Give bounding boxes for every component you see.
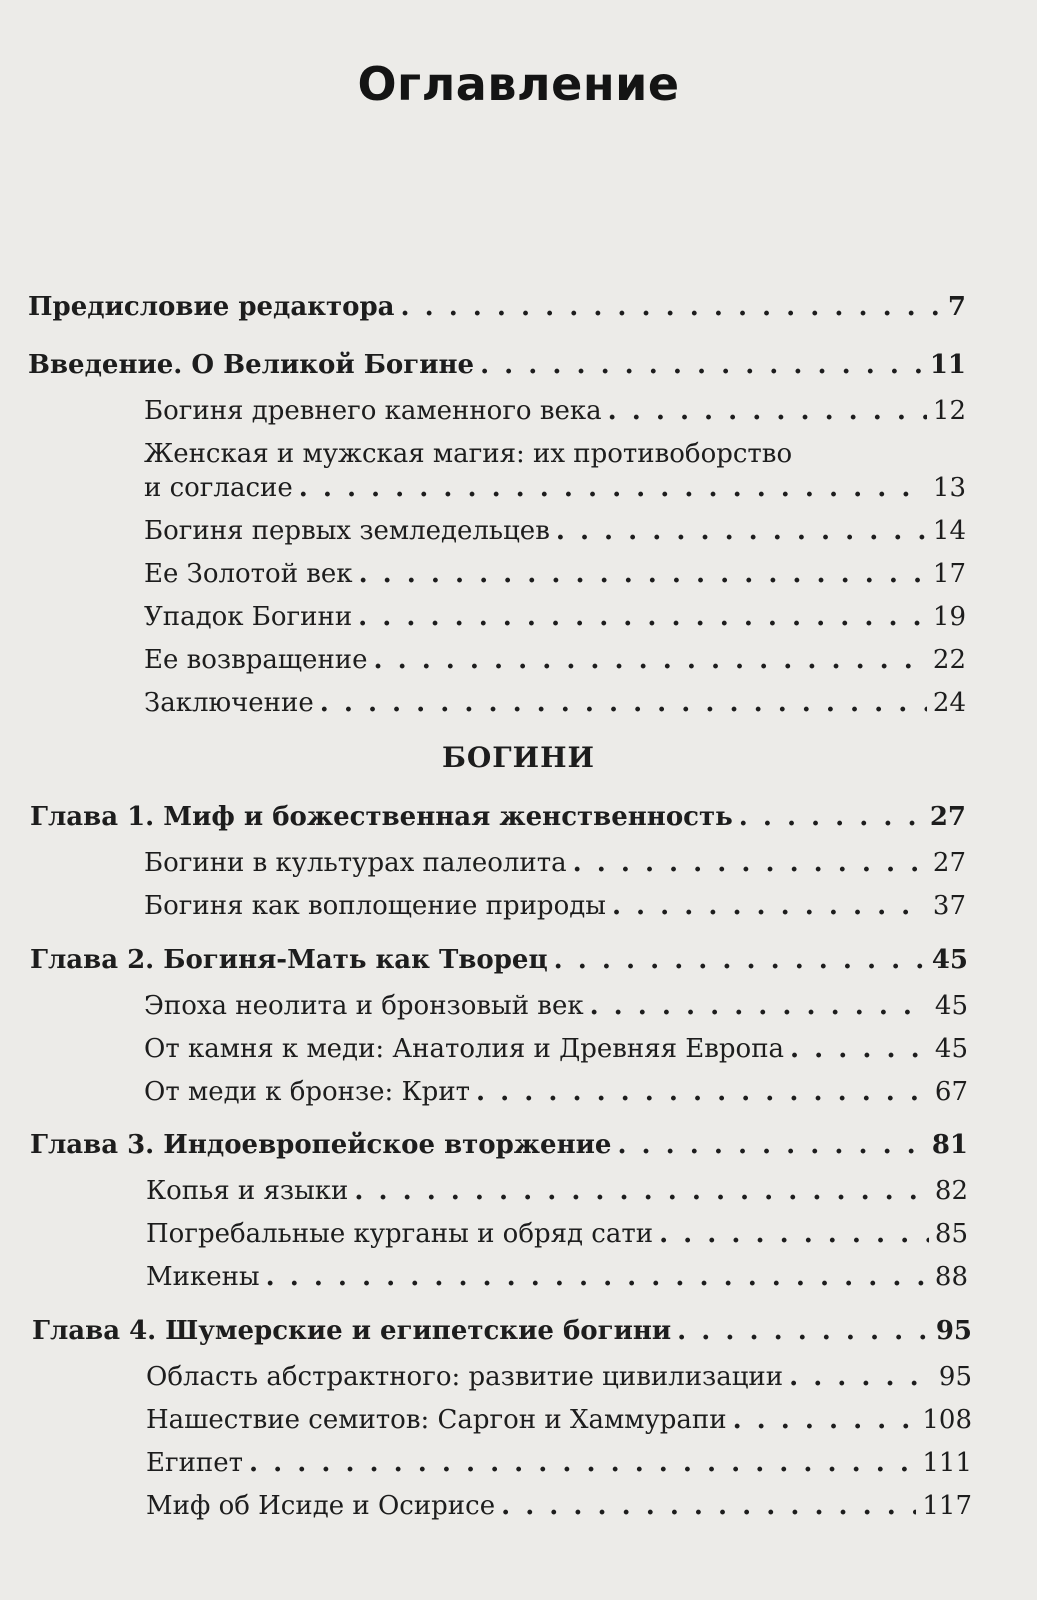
toc-page-number: 37 — [932, 891, 966, 921]
toc-entry-ch3[interactable] — [30, 1128, 968, 1162]
toc-page-number: 108 — [922, 1405, 972, 1435]
toc-page-number: 67 — [934, 1077, 968, 1107]
toc-page-number: 88 — [934, 1262, 968, 1292]
dot-leader — [374, 643, 927, 677]
dot-leader — [573, 846, 927, 880]
toc-entry-intro[interactable] — [28, 348, 966, 382]
toc-page-number: 45 — [931, 945, 968, 975]
toc-entry-intro-s2-first-line[interactable]: Женская и мужская магия: их противоборство — [144, 439, 793, 469]
toc-entry-ch4-s3[interactable] — [146, 1446, 972, 1480]
dot-leader — [358, 600, 927, 634]
dot-leader — [590, 989, 929, 1023]
dot-leader — [266, 1260, 929, 1294]
dot-leader — [401, 290, 942, 324]
toc-entry-intro-s5[interactable] — [144, 600, 966, 634]
toc-entry-label: Глава 1. Миф и божественная женственность — [30, 802, 733, 832]
toc-page-number: 85 — [934, 1219, 968, 1249]
toc-entry-ch1-s2[interactable] — [144, 889, 966, 923]
toc-entry-label: Богини в культурах палеолита — [144, 848, 567, 878]
toc-entry-label: Погребальные курганы и обряд сати — [146, 1219, 654, 1249]
toc-entry-label: Эпоха неолита и бронзовый век — [144, 991, 584, 1021]
toc-entry-label: От меди к бронзе: Крит — [144, 1077, 471, 1107]
toc-entry-intro-s4[interactable] — [144, 557, 966, 591]
dot-leader — [733, 1403, 917, 1437]
dot-leader — [739, 800, 924, 834]
toc-entry-ch1[interactable] — [30, 800, 966, 834]
dot-leader — [556, 514, 927, 548]
toc-page-number: 95 — [938, 1362, 972, 1392]
toc-entry-ch2-s2[interactable] — [144, 1032, 968, 1066]
toc-entry-ch4[interactable] — [32, 1314, 972, 1348]
toc-page-number: 24 — [932, 688, 966, 718]
toc-entry-intro-s6[interactable] — [144, 643, 966, 677]
dot-leader — [320, 686, 927, 720]
toc-entry-intro-s2[interactable] — [144, 471, 966, 505]
toc-entry-ch2-s3[interactable] — [144, 1075, 968, 1109]
toc-entry-label: Микены — [146, 1262, 260, 1292]
toc-entry-label: Введение. О Великой Богине — [28, 350, 475, 380]
toc-entry-label: Копья и языки — [146, 1176, 349, 1206]
toc-page-number: 11 — [929, 350, 966, 380]
dot-leader — [790, 1032, 929, 1066]
dot-leader — [480, 348, 924, 382]
toc-entry-label: Нашествие семитов: Саргон и Хаммурапи — [146, 1405, 727, 1435]
dot-leader — [249, 1446, 916, 1480]
toc-entry-ch2[interactable] — [30, 943, 968, 977]
toc-page-number: 95 — [935, 1316, 972, 1346]
toc-page-number: 22 — [932, 645, 966, 675]
dot-leader — [677, 1314, 930, 1348]
dot-leader — [554, 943, 926, 977]
toc-entry-intro-s1[interactable] — [144, 394, 966, 428]
dot-leader — [359, 557, 927, 591]
toc-entry-label: Глава 2. Богиня-Мать как Творец — [30, 945, 548, 975]
dot-leader — [501, 1489, 916, 1523]
toc-entry-label: и согласие — [144, 473, 293, 503]
toc-entry-ch4-s2[interactable] — [146, 1403, 972, 1437]
toc-entry-label: Богиня древнего каменного века — [144, 396, 602, 426]
dot-leader — [476, 1075, 929, 1109]
toc-entry-ch3-s1[interactable] — [146, 1174, 968, 1208]
toc-page-number: 19 — [932, 602, 966, 632]
toc-entry-label: Заключение — [144, 688, 314, 718]
toc-entry-ch3-s3[interactable] — [146, 1260, 968, 1294]
toc-entry-ch3-s2[interactable] — [146, 1217, 968, 1251]
dot-leader — [354, 1174, 929, 1208]
toc-page-number: 117 — [922, 1491, 972, 1521]
toc-entry-ch4-s4[interactable] — [146, 1489, 972, 1523]
toc-page-number: 14 — [932, 516, 966, 546]
toc-entry-label: От камня к меди: Анатолия и Древняя Европа — [144, 1034, 785, 1064]
toc-entry-label: Упадок Богини — [144, 602, 353, 632]
toc-entry-intro-s3[interactable] — [144, 514, 966, 548]
toc-page-number: 27 — [932, 848, 966, 878]
toc-entry-label: Богиня первых земледельцев — [144, 516, 550, 546]
toc-page-number: 45 — [934, 991, 968, 1021]
page-title: Оглавление — [357, 57, 680, 111]
dot-leader — [608, 394, 927, 428]
dot-leader — [299, 471, 927, 505]
toc-page-number: 82 — [934, 1176, 968, 1206]
toc-entry-preface[interactable] — [28, 290, 966, 324]
toc-page-number: 17 — [932, 559, 966, 589]
toc-entry-label: Богиня как воплощение природы — [144, 891, 606, 921]
toc-entry-label: Миф об Исиде и Осирисе — [146, 1491, 496, 1521]
toc-entry-label: Глава 4. Шумерские и египетские богини — [32, 1316, 672, 1346]
toc-entry-ch2-s1[interactable] — [144, 989, 968, 1023]
toc-page-number: 111 — [922, 1448, 972, 1478]
toc-page-number: 13 — [932, 473, 966, 503]
part-heading: БОГИНИ — [441, 741, 595, 774]
dot-leader — [612, 889, 927, 923]
toc-entry-label: Ее Золотой век — [144, 559, 353, 589]
toc-entry-label: Египет — [146, 1448, 244, 1478]
toc-page-number: 7 — [947, 292, 966, 322]
toc-entry-ch4-s1[interactable] — [146, 1360, 972, 1394]
toc-page-number: 27 — [929, 802, 966, 832]
toc-entry-intro-s7[interactable] — [144, 686, 966, 720]
toc-page-number: 45 — [934, 1034, 968, 1064]
toc-page-number: 12 — [932, 396, 966, 426]
dot-leader — [659, 1217, 929, 1251]
dot-leader — [617, 1128, 925, 1162]
dot-leader — [789, 1360, 933, 1394]
toc-entry-label: Предисловие редактора — [28, 292, 395, 322]
toc-entry-label: Область абстрактного: развитие цивилизации — [146, 1362, 784, 1392]
toc-entry-label: Глава 3. Индоевропейское вторжение — [30, 1130, 612, 1160]
toc-page-number: 81 — [931, 1130, 968, 1160]
toc-entry-ch1-s1[interactable] — [144, 846, 966, 880]
toc-entry-label: Ее возвращение — [144, 645, 368, 675]
